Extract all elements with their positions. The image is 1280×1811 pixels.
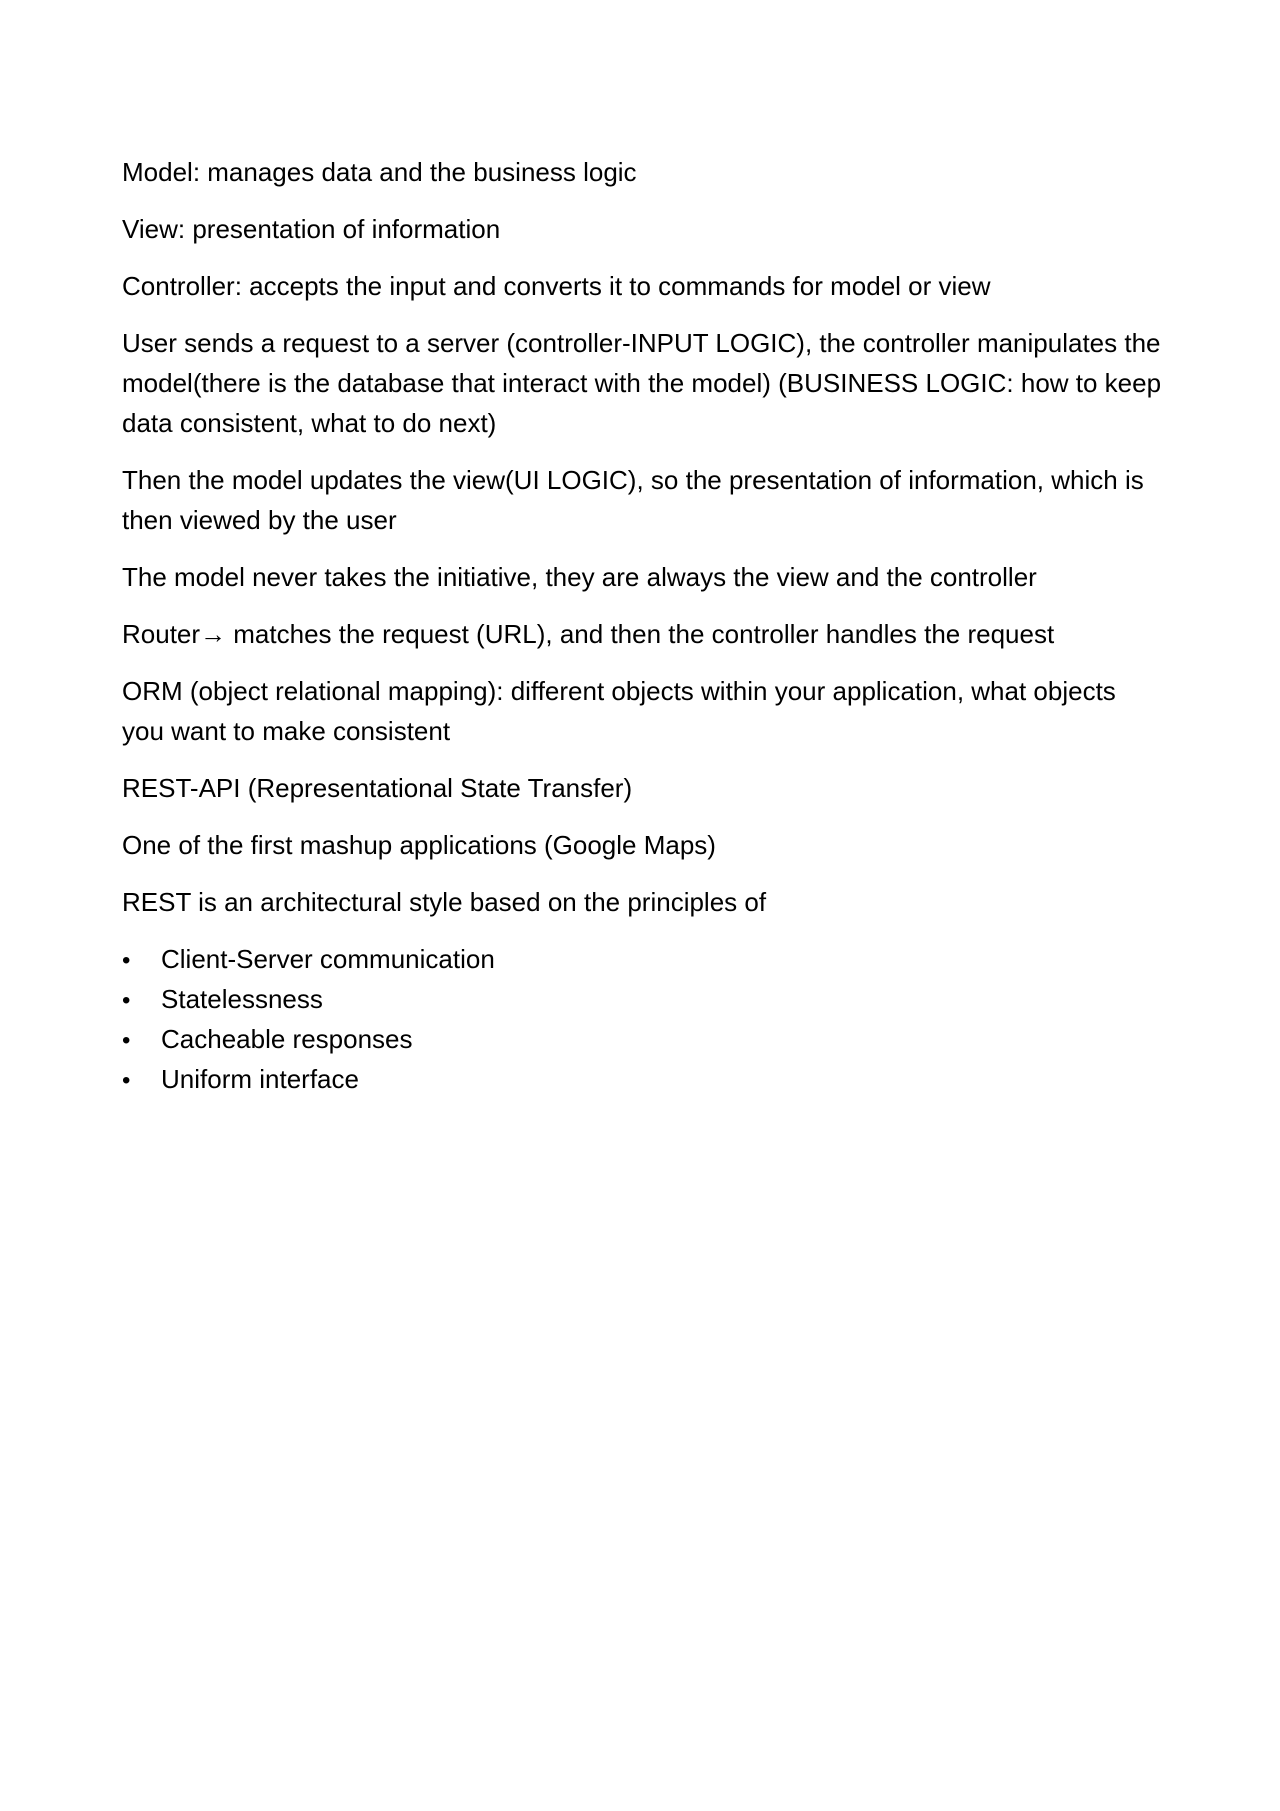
paragraph-model: Model: manages data and the business logic xyxy=(122,157,637,187)
paragraph-router: Router→ matches the request (URL), and then the controller handles the request xyxy=(122,619,1055,649)
paragraph-model-initiative: The model never takes the initiative, they are always the view and the controller xyxy=(122,562,1037,592)
bullet-icon: • xyxy=(122,1027,131,1054)
paragraph-orm: ORM (object relational mapping): different objects within your application, what objects you want to make consistent xyxy=(122,676,1116,746)
rest-principles-list xyxy=(122,939,1162,1099)
paragraph-mashup: One of the first mashup applications (Google Maps) xyxy=(122,830,716,860)
paragraph-controller: Controller: accepts the input and converts it to commands for model or view xyxy=(122,271,991,301)
list-item xyxy=(122,1019,1162,1059)
paragraph-user-request: User sends a request to a server (controller-INPUT LOGIC), the controller manipulates the model(there is the database that interact with the model) (BUSINESS LOGIC: how to keep data consistent, what to do next) xyxy=(122,328,1162,438)
paragraph-rest-style: REST is an architectural style based on the principles of xyxy=(122,887,767,917)
paragraph-model-updates-view: Then the model updates the view(UI LOGIC), so the presentation of information, which is then viewed by the user xyxy=(122,465,1144,535)
document-body xyxy=(122,152,1162,1099)
list-item xyxy=(122,979,1162,1019)
bullet-icon: • xyxy=(122,1067,131,1094)
paragraph-view: View: presentation of information xyxy=(122,214,501,244)
list-item-text: Cacheable responses xyxy=(161,1024,413,1054)
list-item-text: Uniform interface xyxy=(161,1064,359,1094)
list-item xyxy=(122,1059,1162,1099)
list-item-text: Client-Server communication xyxy=(161,944,495,974)
list-item-text: Statelessness xyxy=(161,984,323,1014)
list-item xyxy=(122,939,1162,979)
bullet-icon: • xyxy=(122,947,131,974)
bullet-icon: • xyxy=(122,987,131,1014)
paragraph-rest-api: REST-API (Representational State Transfer) xyxy=(122,773,633,803)
